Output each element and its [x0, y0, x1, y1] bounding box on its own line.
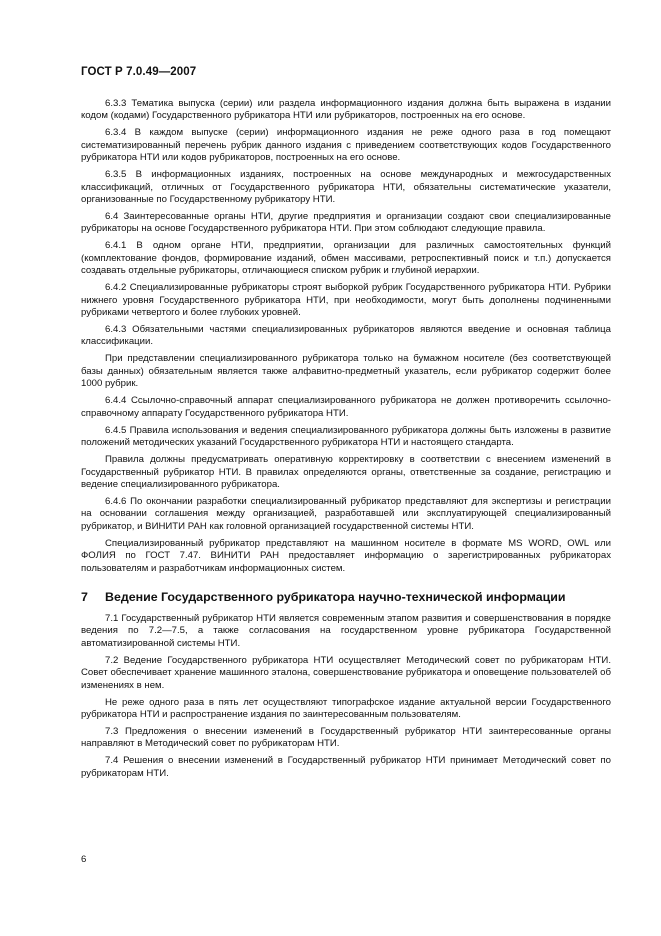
- page-number: 6: [81, 854, 87, 865]
- paragraph-6-3-4: 6.3.4 В каждом выпуске (серии) информационного издания не реже одного раза в год помещают систематизированный перечень рубрик данного издания с приведением соответствующих кодов Государственного рубрикатора НТИ или кодов рубрикаторов, построенных на его основе.: [81, 127, 611, 164]
- section-7-number: 7: [81, 589, 88, 604]
- section-7-title: Ведение Государственного рубрикатора научно-технической информации: [105, 589, 566, 604]
- paragraph-6-4-1: 6.4.1 В одном органе НТИ, предприятии, организации для различных самостоятельных функций (комплектование фондов, формирование изданий, обмен массивами, ретроспективный поиск и т.п.) допускается создавать отдельные рубрикаторы, отличающиеся списком рубрик и глубиной иерархии.: [81, 240, 611, 277]
- paragraph-6-4-5-rules: Правила должны предусматривать оперативную корректировку в соответствии с внесением изменений в Государственный рубрикатор НТИ. В правилах определяются органы, ответственные за создание, регистрацию и ведение специализированного рубрикатора.: [81, 454, 611, 490]
- paragraph-7-2: 7.2 Ведение Государственного рубрикатора НТИ осуществляет Методический совет по рубрикаторам НТИ. Совет обеспечивает хранение машинного эталона, совершенствование рубрикатора и оповещение пользователей об изменениях в нем.: [81, 654, 611, 691]
- paragraph-6-4-6-format: Специализированный рубрикатор представляют на машинном носителе в формате MS WORD, OWL или ФОЛИЯ по ГОСТ 7.47. ВИНИТИ РАН предоставляет информацию о зарегистрированных рубрикаторах пользователям и разработчикам информационных систем.: [81, 537, 611, 574]
- paragraph-6-3-5: 6.3.5 В информационных изданиях, построенных на основе международных и межгосударственных классификаций, отличных от Государственного рубрикатора НТИ, обязательны систематические указатели, организованные по Государственному рубрикатору НТИ.: [81, 169, 611, 206]
- paragraph-7-4: 7.4 Решения о внесении изменений в Государственный рубрикатор НТИ принимает Методический совет по рубрикаторам НТИ.: [81, 755, 611, 779]
- paragraph-6-4-2: 6.4.2 Специализированные рубрикаторы строят выборкой рубрик Государственного рубрикатора НТИ. Рубрики нижнего уровня Государственного рубрикатора НТИ, при необходимости, могут быть дополнены подчиненными рубриками четвертого и более глубоких уровней.: [81, 282, 611, 319]
- document-id-header: ГОСТ Р 7.0.49—2007: [81, 66, 197, 78]
- paragraph-6-4: 6.4 Заинтересованные органы НТИ, другие предприятия и организации создают свои специализированные рубрикаторы на основе Государственного рубрикатора НТИ. При этом соблюдают следующие правила.: [81, 211, 611, 235]
- paragraph-6-4-6: 6.4.6 По окончании разработки специализированный рубрикатор представляют для экспертизы и регистрации на основании соглашения между организацией, разработавшей или эксплуатирующей специализированный рубрикатор, и ВИНИТИ РАН как головной организацией государственной системы НТИ.: [81, 495, 611, 532]
- paragraph-6-3-3: 6.3.3 Тематика выпуска (серии) или раздела информационного издания должна быть выражена в издании кодом (кодами) Государственного рубрикатора НТИ или рубрикаторов, построенных на его основе.: [81, 98, 611, 122]
- section-7-heading: [81, 589, 611, 605]
- paragraph-7-2-print: Не реже одного раза в пять лет осуществляют типографское издание актуальной версии Государственного рубрикатора НТИ и распространение издания по заинтересованным пользователям.: [81, 696, 611, 720]
- paragraph-7-1: 7.1 Государственный рубрикатор НТИ является современным этапом развития и совершенствования в порядке ведения по 7.2—7.5, а также согласования на государственном уровне рубрикатора Государственной автоматизированной системы НТИ.: [81, 612, 611, 649]
- paragraph-6-4-4: 6.4.4 Ссылочно-справочный аппарат специализированного рубрикатора не должен противоречить ссылочно-справочному аппарату Государственного рубрикатора НТИ.: [81, 395, 611, 419]
- paragraph-7-3: 7.3 Предложения о внесении изменений в Государственный рубрикатор НТИ заинтересованные органы направляют в Методический совет по рубрикаторам НТИ.: [81, 725, 611, 750]
- paragraph-6-4-5: 6.4.5 Правила использования и ведения специализированного рубрикатора должны быть изложены в развитие положений методических указаний Государственного рубрикатора НТИ и настоящего стандарта.: [81, 424, 611, 449]
- paragraph-6-4-3-note: При представлении специализированного рубрикатора только на бумажном носителе (без соответствующей базы данных) обязательным является также алфавитно-предметный указатель, если рубрикатор содержит более 1000 рубрик.: [81, 353, 611, 390]
- page-content: [81, 98, 611, 785]
- paragraph-6-4-3: 6.4.3 Обязательными частями специализированных рубрикаторов являются введение и основная таблица классификации.: [81, 324, 611, 348]
